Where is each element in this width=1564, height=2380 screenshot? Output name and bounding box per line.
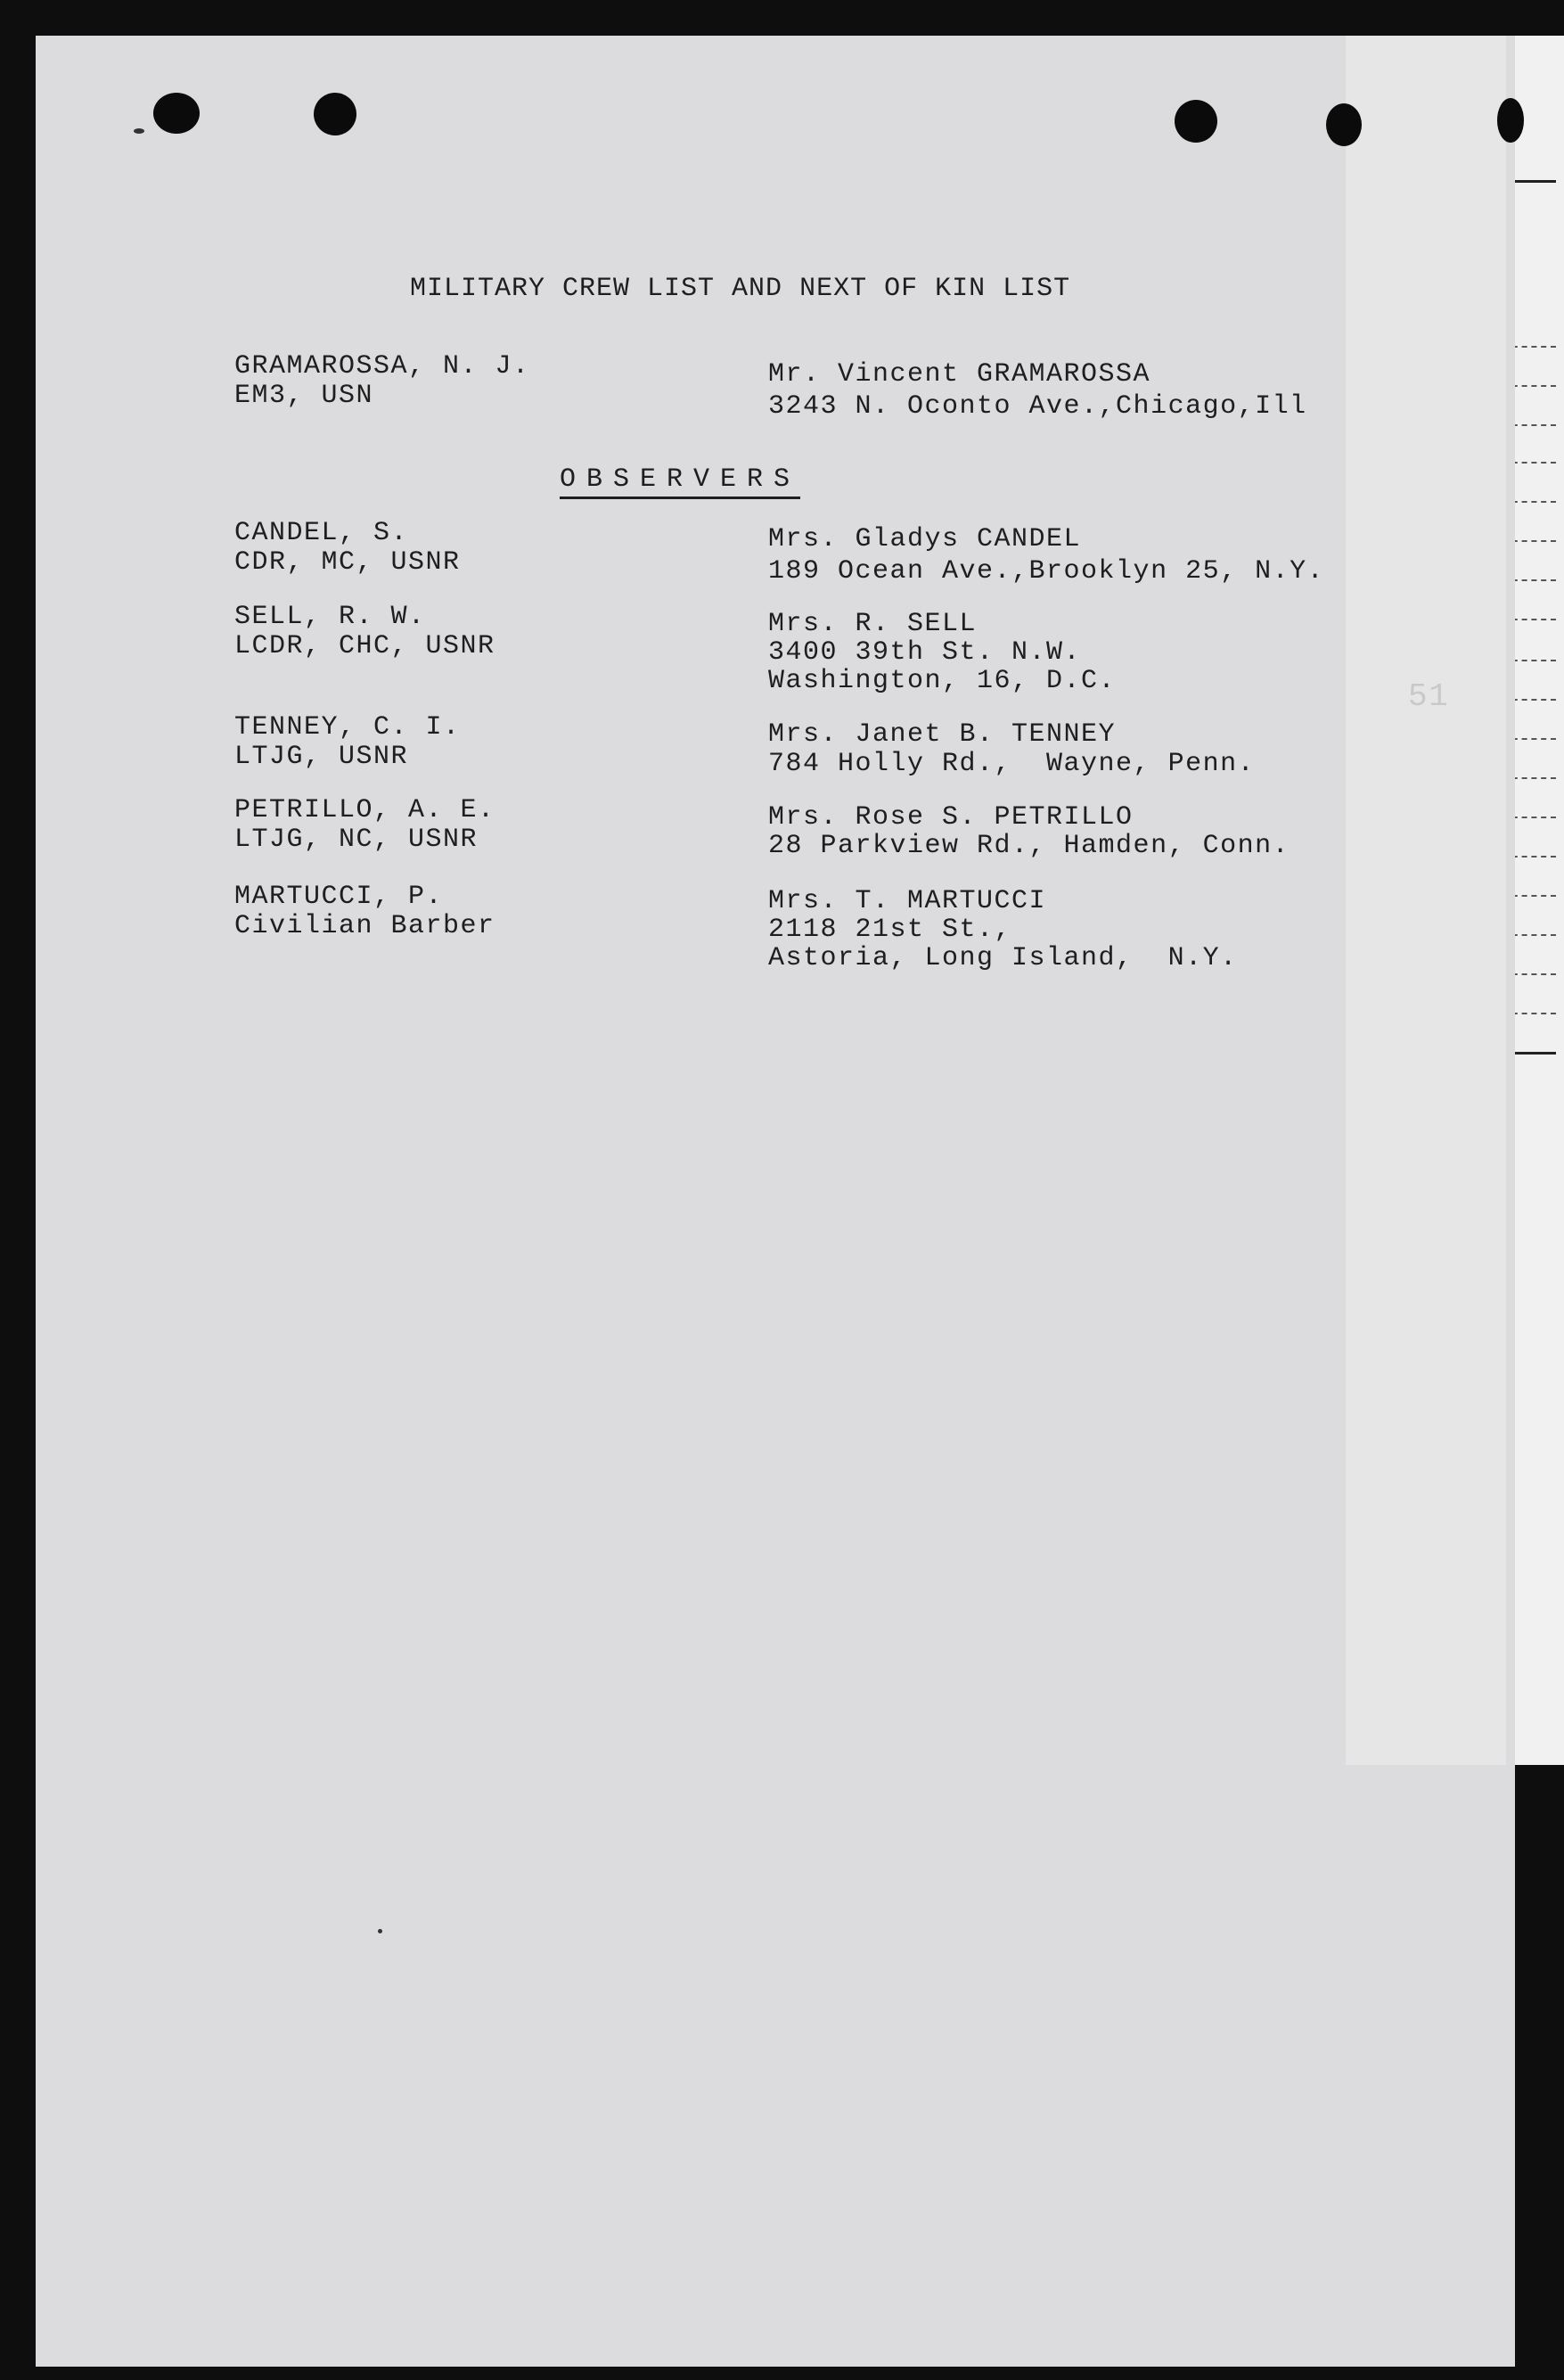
observer-name: SELL, R. W. [234, 602, 426, 632]
observer-rank: LTJG, NC, USNR [234, 825, 479, 855]
observer-kin-line: Washington, 16, D.C. [768, 666, 1117, 696]
crew-rank: EM3, USN [234, 381, 374, 411]
punch-hole-icon [314, 93, 356, 135]
observer-kin-line: 3400 39th St. N.W. [768, 637, 1082, 668]
crew-kin-line: 3243 N. Oconto Ave.,Chicago,Ill [768, 391, 1307, 422]
underlying-page-strip [1346, 36, 1506, 1765]
observer-kin-line: 28 Parkview Rd., Hamden, Conn. [768, 831, 1290, 861]
observer-name: MARTUCCI, P. [234, 882, 444, 912]
observer-name: TENNEY, C. I. [234, 712, 461, 743]
observer-kin-line: Astoria, Long Island, N.Y. [768, 943, 1238, 973]
observer-rank: Civilian Barber [234, 911, 495, 941]
observer-name: CANDEL, S. [234, 518, 409, 548]
observer-kin-line: 2118 21st St., [768, 915, 1012, 945]
observer-rank: CDR, MC, USNR [234, 547, 461, 578]
observer-kin-line: Mrs. R. SELL [768, 609, 978, 639]
ink-speck [134, 128, 144, 134]
faint-page-number: 51 [1408, 678, 1450, 715]
observer-rank: LCDR, CHC, USNR [234, 631, 495, 661]
punch-hole-icon [1175, 100, 1217, 143]
punch-hole-icon [1497, 98, 1524, 143]
observer-name: PETRILLO, A. E. [234, 795, 495, 825]
observer-kin-line: Mrs. T. MARTUCCI [768, 886, 1047, 916]
crew-kin-line: Mr. Vincent GRAMAROSSA [768, 359, 1151, 390]
observer-kin-line: Mrs. Rose S. PETRILLO [768, 802, 1134, 833]
document-title: MILITARY CREW LIST AND NEXT OF KIN LIST [410, 274, 1071, 304]
observer-kin-line: 189 Ocean Ave.,Brooklyn 25, N.Y. [768, 556, 1325, 587]
punch-hole-icon [1326, 103, 1362, 146]
observer-kin-line: 784 Holly Rd., Wayne, Penn. [768, 749, 1256, 779]
ink-speck [378, 1929, 382, 1933]
observer-kin-line: Mrs. Gladys CANDEL [768, 524, 1082, 554]
observer-kin-line: Mrs. Janet B. TENNEY [768, 719, 1117, 750]
crew-name: GRAMAROSSA, N. J. [234, 351, 530, 382]
observers-heading: OBSERVERS [560, 465, 800, 499]
observer-rank: LTJG, USNR [234, 742, 409, 772]
punch-hole-icon [153, 93, 200, 134]
